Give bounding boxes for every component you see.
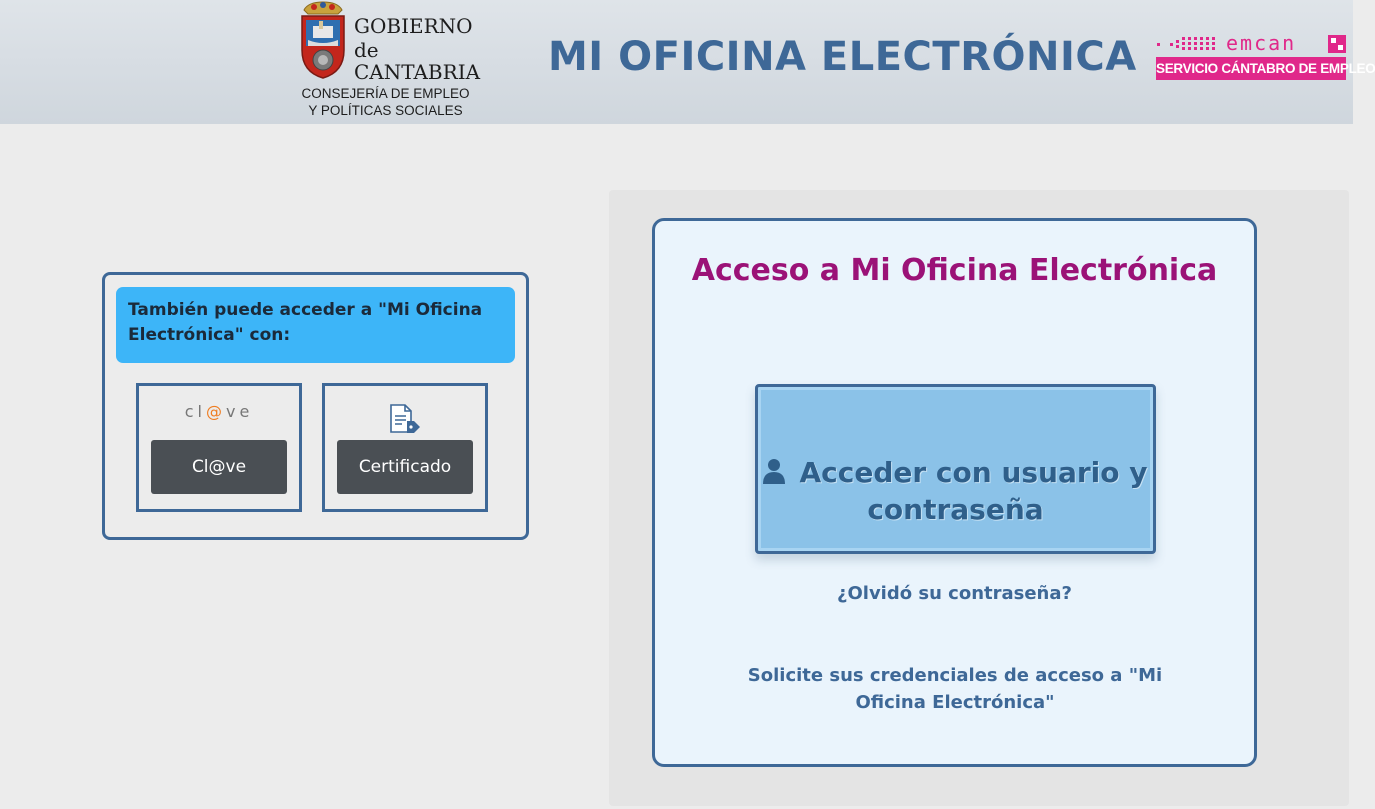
login-with-credentials-button[interactable] xyxy=(755,384,1156,554)
login-card xyxy=(652,218,1257,767)
alternative-access-heading: También puede acceder a "Mi Oficina Electrónica" con: xyxy=(116,287,515,363)
clave-button[interactable]: Cl@ve xyxy=(151,440,287,494)
certificate-option xyxy=(322,383,488,512)
emcan-dots-icon xyxy=(1156,34,1226,54)
request-credentials-link[interactable]: Solicite sus credenciales de acceso a "Mi Oficina Electrónica" xyxy=(747,665,1163,713)
emcan-wordmark: emcan xyxy=(1226,31,1297,55)
clave-logo-prefix: cl xyxy=(184,402,206,421)
consejeria-line-2: Y POLÍTICAS SOCIALES xyxy=(308,103,463,118)
clave-logo-at: @ xyxy=(205,402,226,421)
certificate-icon xyxy=(387,404,421,434)
login-title: Acceso a Mi Oficina Electrónica xyxy=(691,253,1218,288)
page-title: MI OFICINA ELECTRÓNICA xyxy=(548,34,1137,80)
alternative-access-panel xyxy=(102,272,529,540)
page-header xyxy=(0,0,1375,124)
clave-option xyxy=(136,383,302,512)
emcan-logo[interactable] xyxy=(1156,31,1375,82)
gobierno-cantabria-logo[interactable] xyxy=(298,0,488,122)
clave-logo-suffix: ve xyxy=(225,402,254,421)
gov-logo-line-3: CANTABRIA xyxy=(354,60,481,84)
emcan-dots-decoration xyxy=(1156,31,1346,55)
gov-logo-line-2: de xyxy=(354,38,379,62)
clave-logo xyxy=(139,402,299,421)
emcan-square-icon xyxy=(1328,35,1346,53)
login-button-label: Acceder con usuario y contraseña xyxy=(799,455,1148,526)
certificate-button[interactable]: Certificado xyxy=(337,440,473,494)
user-icon xyxy=(763,458,785,484)
emcan-subtitle: SERVICIO CÁNTABRO DE EMPLEO xyxy=(1156,57,1346,80)
coat-of-arms-icon xyxy=(298,0,348,80)
consejeria-line-1: CONSEJERÍA DE EMPLEO xyxy=(301,86,470,101)
gov-logo-line-1: GOBIERNO xyxy=(354,14,473,38)
forgot-password-link[interactable]: ¿Olvidó su contraseña? xyxy=(837,583,1072,604)
